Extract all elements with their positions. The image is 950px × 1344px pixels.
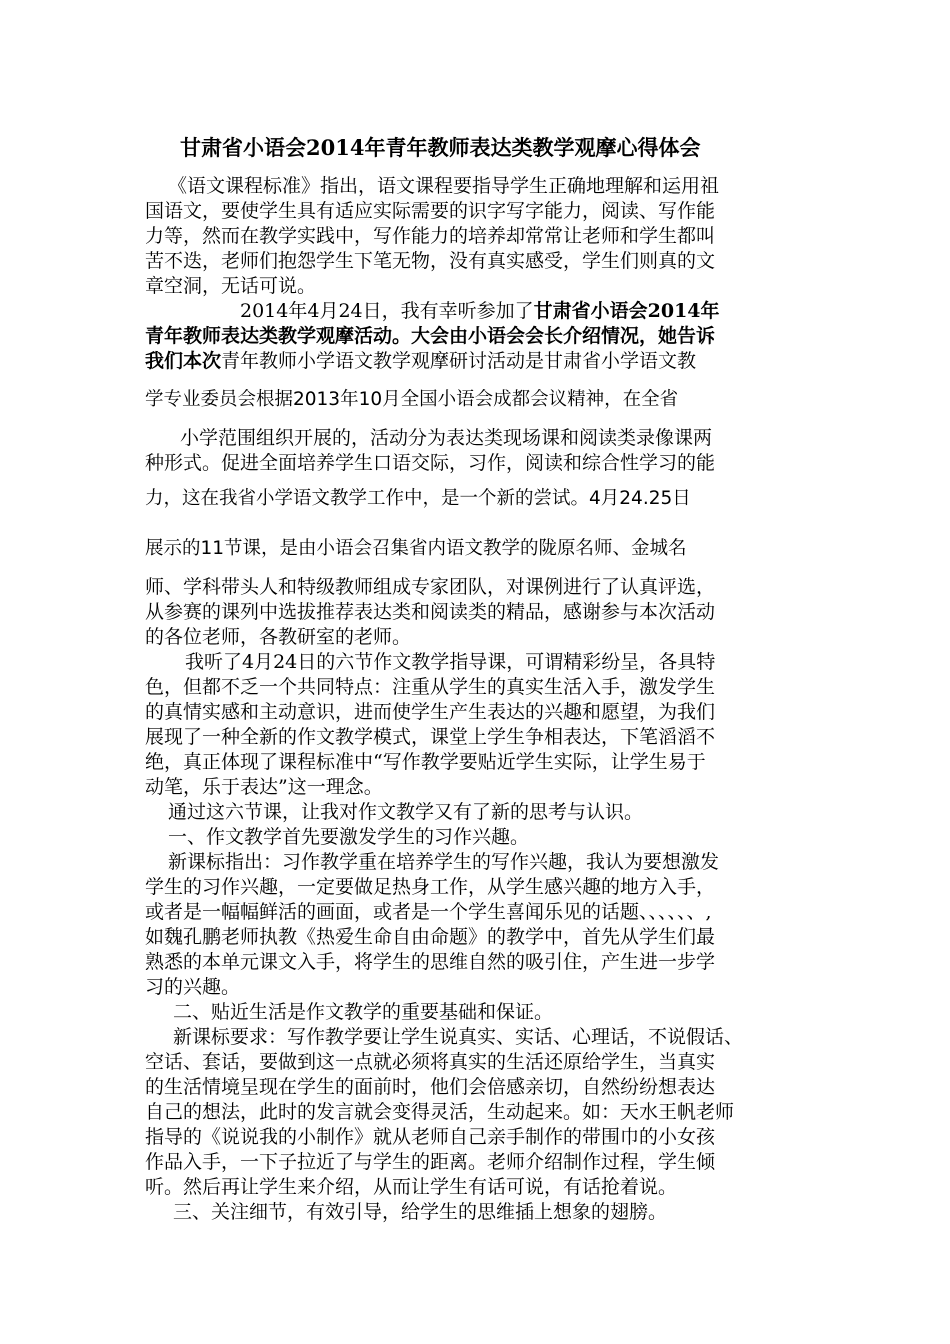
paragraph-line: 通过这六节课，让我对作文教学又有了新的思考与认识。 — [168, 801, 644, 823]
paragraph-line: 《语文课程标准》指出，语文课程要指导学生正确地理解和运用祖 — [168, 175, 720, 197]
paragraph-line: 苦不迭，老师们抱怨学生下笔无物，没有真实感受，学生们则真的文 — [145, 250, 716, 272]
paragraph-line — [145, 349, 696, 373]
paragraph-line: 绝，真正体现了课程标准中“写作教学要贴近学生实际，让学生易于 — [145, 751, 706, 773]
paragraph-line: 新课标要求：写作教学要让学生说真实、实话、心理话，不说假话、 — [173, 1026, 744, 1048]
paragraph-line: 新课标指出：习作教学重在培养学生的写作兴趣，我认为要想激发 — [168, 851, 720, 873]
paragraph-line: 学生的习作兴趣，一定要做足热身工作，从学生感兴趣的地方入手， — [145, 876, 716, 898]
bold-text: 甘肃省小语会2014年 — [533, 300, 720, 322]
inline-text: 青年教师小学语文教学观摩研讨活动是甘肃省小学语文教 — [221, 350, 697, 372]
bold-text: 我们本次 — [145, 350, 222, 372]
paragraph-line: 力，这在我省小学语文教学工作中，是一个新的尝试。4月24.25日 — [145, 488, 691, 509]
paragraph-line: 我听了4月24日的六节作文教学指导课，可谓精彩纷呈，各具特 — [185, 651, 716, 673]
paragraph-line: 如魏孔鹏老师执教《热爱生命自由命题》的教学中，首先从学生们最 — [145, 926, 716, 948]
paragraph-line: 学专业委员会根据2013年10月全国小语会成都会议精神，在全省 — [145, 389, 679, 410]
section-heading: 一、作文教学首先要激发学生的习作兴趣。 — [168, 826, 530, 848]
section-heading: 二、贴近生活是作文教学的重要基础和保证。 — [173, 1001, 554, 1023]
paragraph-line — [240, 299, 720, 323]
paragraph-line: 国语文，要使学生具有适应实际需要的识字写字能力，阅读、写作能 — [145, 200, 716, 222]
paragraph-line: 种形式。促进全面培养学生口语交际，习作，阅读和综合性学习的能 — [145, 452, 716, 474]
paragraph-line: 指导的《说说我的小制作》就从老师自己亲手制作的带围巾的小女孩 — [145, 1126, 716, 1148]
paragraph-line: 师、学科带头人和特级教师组成专家团队，对课例进行了认真评选， — [145, 576, 716, 598]
paragraph-line: 熟悉的本单元课文入手，将学生的思维自然的吸引住，产生进一步学 — [145, 951, 716, 973]
paragraph-line: 展现了一种全新的作文教学模式，课堂上学生争相表达，下笔滔滔不 — [145, 726, 716, 748]
paragraph-line: 展示的11节课，是由小语会召集省内语文教学的陇原名师、金城名 — [145, 538, 687, 559]
document-title: 甘肃省小语会2014年青年教师表达类教学观摩心得体会 — [180, 135, 701, 160]
paragraph-line: 青年教师表达类教学观摩活动。大会由小语会会长介绍情况，她告诉 — [145, 325, 716, 347]
paragraph-line: 力等，然而在教学实践中，写作能力的培养却常常让老师和学生都叫 — [145, 225, 716, 247]
paragraph-line: 作品入手，一下子拉近了与学生的距离。老师介绍制作过程，学生倾 — [145, 1151, 716, 1173]
paragraph-line: 色，但都不乏一个共同特点：注重从学生的真实生活入手，激发学生 — [145, 676, 716, 698]
inline-text: 2014年4月24日，我有幸听参加了 — [240, 300, 534, 322]
paragraph-line: 小学范围组织开展的，活动分为表达类现场课和阅读类录像课两 — [180, 427, 713, 449]
paragraph-line: 的各位老师，各教研室的老师。 — [145, 626, 412, 648]
paragraph-line: 动笔，乐于表达”这一理念。 — [145, 776, 383, 798]
paragraph-line: 空话、套话，要做到这一点就必须将真实的生活还原给学生，当真实 — [145, 1051, 716, 1073]
paragraph-line: 章空洞，无话可说。 — [145, 275, 317, 297]
paragraph-line: 从参赛的课列中选拔推荐表达类和阅读类的精品，感谢参与本次活动 — [145, 601, 716, 623]
section-heading: 三、关注细节，有效引导，给学生的思维插上想象的翅膀。 — [173, 1201, 668, 1223]
paragraph-line: 自己的想法，此时的发言就会变得灵活，生动起来。如：天水王帆老师 — [145, 1101, 735, 1123]
paragraph-line: 的真情实感和主动意识，进而使学生产生表达的兴趣和愿望，为我们 — [145, 701, 716, 723]
paragraph-line: 或者是一幅幅鲜活的画面，或者是一个学生喜闻乐见的话题、、、、、、, — [145, 901, 712, 923]
paragraph-line: 的生活情境呈现在学生的面前时，他们会倍感亲切，自然纷纷想表达 — [145, 1076, 716, 1098]
paragraph-line: 听。然后再让学生来介绍，从而让学生有话可说，有话抢着说。 — [145, 1176, 678, 1198]
paragraph-line: 习的兴趣。 — [145, 976, 241, 998]
